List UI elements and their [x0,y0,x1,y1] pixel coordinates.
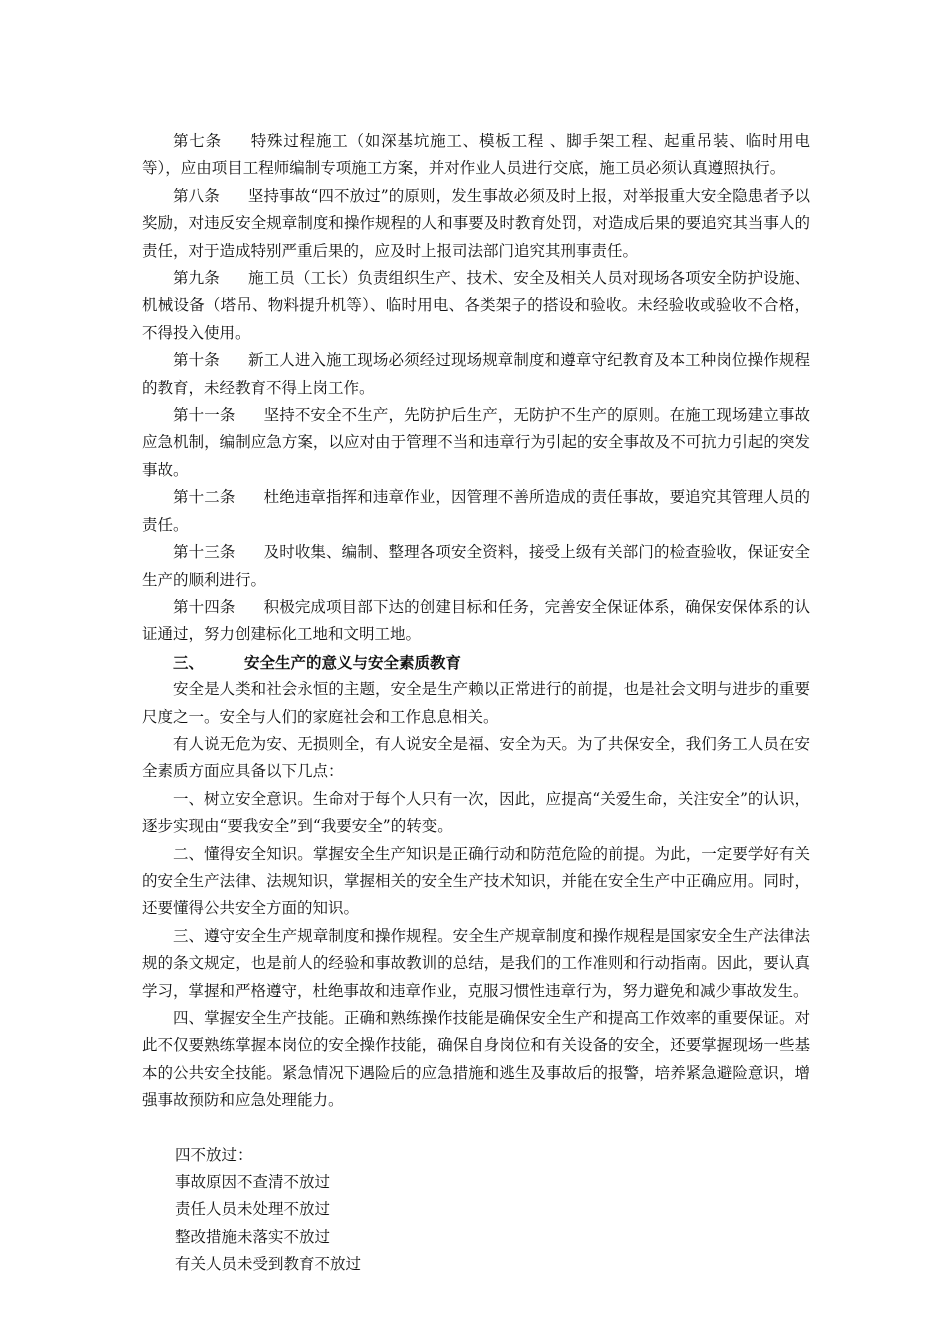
article-text: 坚持不安全不生产，先防护后生产，无防护不生产的原则。在施工现场建立事故应急机制，编制应急方案，以应对由于管理不当和违章行为引起的安全事故及不可抗力引起的突发事故。 [142,406,810,479]
notes-item: 有关人员未受到教育不放过 [175,1255,362,1274]
article-text: 坚持事故“四不放过”的原则，发生事故必须及时上报，对举报重大安全隐患者予以奖励，对违反安全规章制度和操作规程的人和事要及时教育处罚，对造成后果的要追究其当事人的责任，对于造成特别严重后果的，应及时上报司法部门追究其刑事责任。 [142,186,810,260]
article-number: 第十四条 [173,597,236,616]
article-text: 施工员（工长）负责组织生产、技术、安全及相关人员对现场各项安全防护设施、机械设备（塔吊、物料提升机等）、临时用电、各类架子的搭设和验收。未经验收或验收不合格，不得投入使用。 [142,269,810,342]
section-heading [142,649,810,676]
body-paragraph: 三、遵守安全生产规章制度和操作规程。安全生产规章制度和操作规程是国家安全生产法律法规的条文规定，也是前人的经验和事故教训的总结，是我们的工作准则和行动指南。因此，要认真学习，掌握和严格遵守，杜绝事故和违章作业，克服习惯性违章行为，努力避免和减少事故发生。 [142,926,810,1000]
notes-item: 整改措施未落实不放过 [175,1227,331,1246]
article-7 [142,128,810,183]
article-text: 特殊过程施工（如深基坑施工、模板工程 、脚手架工程、起重吊装、临时用电等），应由项目工程师编制专项施工方案，并对作业人员进行交底，施工员必须认真遵照执行。 [142,132,810,178]
article-13 [142,539,810,594]
article-10 [142,347,810,402]
section-title: 安全生产的意义与安全素质教育 [244,652,462,672]
article-number: 第十条 [173,351,220,370]
body-paragraph: 一、树立安全意识。生命对于每个人只有一次，因此，应提高“关爱生命，关注安全”的认识，逐步实现由“要我安全”到“我要安全”的转变。 [142,789,810,836]
article-number: 第七条 [173,132,222,150]
article-12 [142,484,810,539]
article-text: 积极完成项目部下达的创建目标和任务，完善安全保证体系，确保安保体系的认证通过，努力创建标化工地和文明工地。 [142,597,810,644]
article-9 [142,265,810,347]
article-11 [142,402,810,484]
notes-item: 事故原因不查清不放过 [175,1173,331,1192]
body-paragraph: 有人说无危为安、无损则全，有人说安全是福、安全为天。为了共保安全，我们务工人员在安全素质方面应具备以下几点： [142,734,810,781]
article-number: 第十二条 [173,488,236,507]
section-number: 三、 [173,652,205,672]
article-number: 第九条 [173,269,220,288]
article-number: 第八条 [173,186,220,205]
article-14 [142,594,810,649]
article-8 [142,183,810,265]
blank-line [142,1115,810,1142]
article-number: 第十一条 [173,406,236,425]
document-page [142,128,810,1279]
body-paragraph: 四、掌握安全生产技能。正确和熟练操作技能是确保安全生产和提高工作效率的重要保证。对此不仅要熟练掌握本岗位的安全操作技能，确保自身岗位和有关设备的安全，还要掌握现场一些基本的公共安全技能。紧急情况下遇险后的应急措施和逃生及事故后的报警，培养紧急避险意识，增强事故预防和应急处理能力。 [142,1009,810,1110]
article-text: 新工人进入施工现场必须经过现场规章制度和遵章守纪教育及本工种岗位操作规程的教育，未经教育不得上岗工作。 [142,351,810,397]
article-text: 及时收集、编制、整理各项安全资料，接受上级有关部门的检查验收，保证安全生产的顺利进行。 [142,543,810,589]
notes-title: 四不放过： [175,1145,253,1164]
notes-item: 责任人员未处理不放过 [175,1200,331,1219]
article-number: 第十三条 [173,543,236,562]
article-text: 杜绝违章指挥和违章作业，因管理不善所造成的责任事故，要追究其管理人员的责任。 [142,488,810,534]
body-paragraph: 安全是人类和社会永恒的主题，安全是生产赖以正常进行的前提，也是社会文明与进步的重要尺度之一。安全与人们的家庭社会和工作息息相关。 [142,680,810,726]
body-paragraph: 二、懂得安全知识。掌握安全生产知识是正确行动和防范危险的前提。为此，一定要学好有关的安全生产法律、法规知识，掌握相关的安全生产技术知识，并能在安全生产中正确应用。同时，还要懂得公共安全方面的知识。 [142,844,810,918]
